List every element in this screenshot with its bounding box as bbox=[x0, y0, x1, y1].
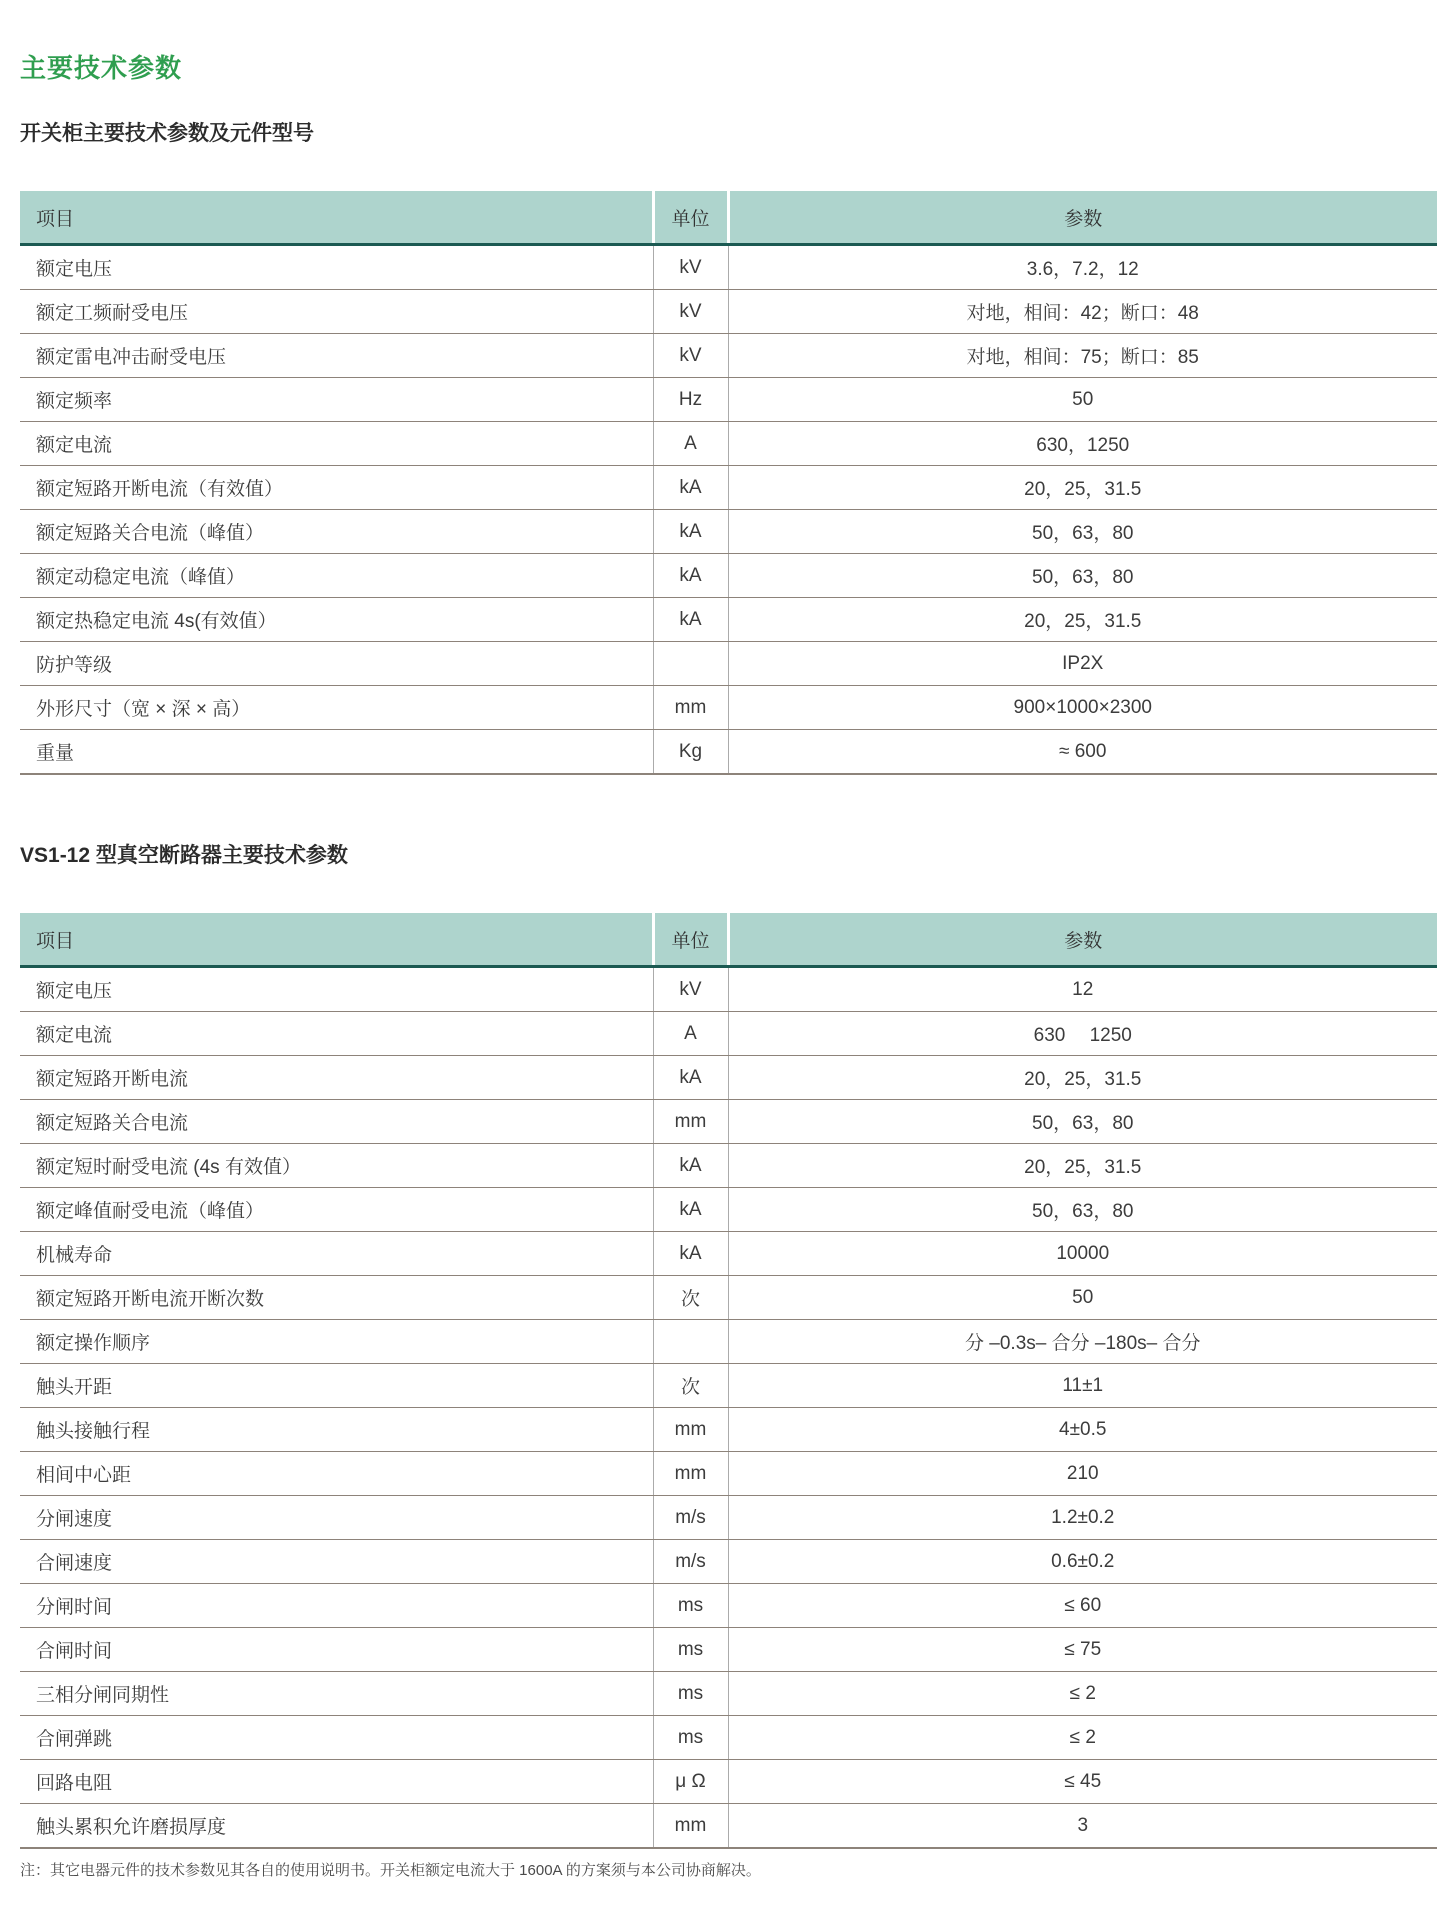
item-cell: 额定工频耐受电压 bbox=[20, 290, 653, 334]
unit-cell: kA bbox=[653, 598, 728, 642]
table-row bbox=[20, 1012, 1437, 1056]
param-cell: 3 bbox=[728, 1804, 1437, 1849]
table-row bbox=[20, 422, 1437, 466]
item-cell: 额定电压 bbox=[20, 245, 653, 290]
param-cell: 20，25，31.5 bbox=[728, 1144, 1437, 1188]
header-unit: 单位 bbox=[653, 913, 728, 967]
item-cell: 分闸速度 bbox=[20, 1496, 653, 1540]
table-body bbox=[20, 245, 1437, 775]
header-param: 参数 bbox=[728, 913, 1437, 967]
item-cell: 额定电流 bbox=[20, 422, 653, 466]
unit-cell: mm bbox=[653, 1408, 728, 1452]
table1-subtitle: 开关柜主要技术参数及元件型号 bbox=[20, 122, 314, 145]
param-cell: 对地，相间：42；断口：48 bbox=[728, 290, 1437, 334]
table-row bbox=[20, 1320, 1437, 1364]
item-cell: 额定峰值耐受电流（峰值） bbox=[20, 1188, 653, 1232]
param-cell: ≈ 600 bbox=[728, 730, 1437, 775]
table-row bbox=[20, 378, 1437, 422]
item-cell: 额定雷电冲击耐受电压 bbox=[20, 334, 653, 378]
unit-cell: kA bbox=[653, 1144, 728, 1188]
table-row bbox=[20, 554, 1437, 598]
unit-cell: kA bbox=[653, 510, 728, 554]
table-row bbox=[20, 1804, 1437, 1849]
unit-cell: mm bbox=[653, 686, 728, 730]
item-cell: 额定短路开断电流开断次数 bbox=[20, 1276, 653, 1320]
unit-cell: kA bbox=[653, 1232, 728, 1276]
param-cell: 20，25，31.5 bbox=[728, 1056, 1437, 1100]
vacuum-breaker-params-table bbox=[20, 913, 1437, 1849]
table-row bbox=[20, 1496, 1437, 1540]
footnote: 注：其它电器元件的技术参数见其各自的使用说明书。开关柜额定电流大于 1600A 的方案须与本公司协商解决。 bbox=[20, 1862, 761, 1879]
unit-cell: kV bbox=[653, 967, 728, 1012]
unit-cell: 次 bbox=[653, 1364, 728, 1408]
table-row bbox=[20, 1056, 1437, 1100]
header-row bbox=[20, 191, 1437, 245]
param-cell: 50，63，80 bbox=[728, 510, 1437, 554]
item-cell: 合闸时间 bbox=[20, 1628, 653, 1672]
table-row bbox=[20, 1452, 1437, 1496]
table-header bbox=[20, 913, 1437, 967]
param-cell: 50，63，80 bbox=[728, 554, 1437, 598]
header-item: 项目 bbox=[20, 913, 653, 967]
unit-cell: 次 bbox=[653, 1276, 728, 1320]
param-cell: 210 bbox=[728, 1452, 1437, 1496]
item-cell: 合闸速度 bbox=[20, 1540, 653, 1584]
item-cell: 相间中心距 bbox=[20, 1452, 653, 1496]
table-row bbox=[20, 1540, 1437, 1584]
item-cell: 机械寿命 bbox=[20, 1232, 653, 1276]
item-cell: 额定频率 bbox=[20, 378, 653, 422]
table-row bbox=[20, 642, 1437, 686]
item-cell: 回路电阻 bbox=[20, 1760, 653, 1804]
item-cell: 触头接触行程 bbox=[20, 1408, 653, 1452]
table-body bbox=[20, 967, 1437, 1849]
unit-cell: A bbox=[653, 1012, 728, 1056]
item-cell: 防护等级 bbox=[20, 642, 653, 686]
switchgear-params-table bbox=[20, 191, 1437, 775]
table-row bbox=[20, 245, 1437, 290]
param-cell: 50 bbox=[728, 378, 1437, 422]
param-cell: 对地，相间：75；断口：85 bbox=[728, 334, 1437, 378]
header-unit: 单位 bbox=[653, 191, 728, 245]
table-row bbox=[20, 1716, 1437, 1760]
item-cell: 重量 bbox=[20, 730, 653, 775]
unit-cell bbox=[653, 1320, 728, 1364]
param-cell: 50，63，80 bbox=[728, 1100, 1437, 1144]
item-cell: 额定短路开断电流（有效值） bbox=[20, 466, 653, 510]
table-row bbox=[20, 466, 1437, 510]
unit-cell: kV bbox=[653, 290, 728, 334]
unit-cell: Kg bbox=[653, 730, 728, 775]
param-cell: ≤ 60 bbox=[728, 1584, 1437, 1628]
param-cell: IP2X bbox=[728, 642, 1437, 686]
table-header bbox=[20, 191, 1437, 245]
param-cell: ≤ 75 bbox=[728, 1628, 1437, 1672]
table-row bbox=[20, 1584, 1437, 1628]
param-cell: 1.2±0.2 bbox=[728, 1496, 1437, 1540]
unit-cell bbox=[653, 642, 728, 686]
table-row bbox=[20, 598, 1437, 642]
param-cell: 分 –0.3s– 合分 –180s– 合分 bbox=[728, 1320, 1437, 1364]
item-cell: 合闸弹跳 bbox=[20, 1716, 653, 1760]
item-cell: 外形尺寸（宽 × 深 × 高） bbox=[20, 686, 653, 730]
param-cell: 50，63，80 bbox=[728, 1188, 1437, 1232]
unit-cell: kA bbox=[653, 466, 728, 510]
unit-cell: mm bbox=[653, 1804, 728, 1849]
table-row bbox=[20, 1408, 1437, 1452]
unit-cell: kA bbox=[653, 1056, 728, 1100]
item-cell: 额定热稳定电流 4s(有效值） bbox=[20, 598, 653, 642]
item-cell: 额定动稳定电流（峰值） bbox=[20, 554, 653, 598]
unit-cell: Hz bbox=[653, 378, 728, 422]
item-cell: 触头开距 bbox=[20, 1364, 653, 1408]
item-cell: 触头累积允许磨损厚度 bbox=[20, 1804, 653, 1849]
unit-cell: ms bbox=[653, 1628, 728, 1672]
item-cell: 分闸时间 bbox=[20, 1584, 653, 1628]
table-row bbox=[20, 1364, 1437, 1408]
unit-cell: ms bbox=[653, 1716, 728, 1760]
param-cell: 10000 bbox=[728, 1232, 1437, 1276]
param-cell: 0.6±0.2 bbox=[728, 1540, 1437, 1584]
item-cell: 额定电压 bbox=[20, 967, 653, 1012]
unit-cell: m/s bbox=[653, 1540, 728, 1584]
param-cell: 11±1 bbox=[728, 1364, 1437, 1408]
item-cell: 额定短路关合电流 bbox=[20, 1100, 653, 1144]
param-cell: 20，25，31.5 bbox=[728, 598, 1437, 642]
unit-cell: kA bbox=[653, 554, 728, 598]
table-row bbox=[20, 1628, 1437, 1672]
param-cell: 3.6，7.2，12 bbox=[728, 245, 1437, 290]
item-cell: 额定操作顺序 bbox=[20, 1320, 653, 1364]
table-row bbox=[20, 1232, 1437, 1276]
header-param: 参数 bbox=[728, 191, 1437, 245]
param-cell: 12 bbox=[728, 967, 1437, 1012]
item-cell: 额定短时耐受电流 (4s 有效值） bbox=[20, 1144, 653, 1188]
table-row bbox=[20, 967, 1437, 1012]
item-cell: 额定电流 bbox=[20, 1012, 653, 1056]
param-cell: 50 bbox=[728, 1276, 1437, 1320]
header-row bbox=[20, 913, 1437, 967]
unit-cell: mm bbox=[653, 1100, 728, 1144]
item-cell: 三相分闸同期性 bbox=[20, 1672, 653, 1716]
table-row bbox=[20, 686, 1437, 730]
table-row bbox=[20, 1144, 1437, 1188]
param-cell: 900×1000×2300 bbox=[728, 686, 1437, 730]
item-cell: 额定短路关合电流（峰值） bbox=[20, 510, 653, 554]
param-cell: 630，1250 bbox=[728, 422, 1437, 466]
page-title: 主要技术参数 bbox=[20, 53, 183, 83]
param-cell: ≤ 45 bbox=[728, 1760, 1437, 1804]
table-row bbox=[20, 1188, 1437, 1232]
item-cell: 额定短路开断电流 bbox=[20, 1056, 653, 1100]
table-row bbox=[20, 1276, 1437, 1320]
unit-cell: ms bbox=[653, 1584, 728, 1628]
param-cell: ≤ 2 bbox=[728, 1672, 1437, 1716]
table-row bbox=[20, 1760, 1437, 1804]
table-row bbox=[20, 290, 1437, 334]
unit-cell: kV bbox=[653, 334, 728, 378]
param-cell: 630 1250 bbox=[728, 1012, 1437, 1056]
table2-subtitle: VS1-12 型真空断路器主要技术参数 bbox=[20, 844, 348, 867]
unit-cell: mm bbox=[653, 1452, 728, 1496]
unit-cell: kA bbox=[653, 1188, 728, 1232]
unit-cell: A bbox=[653, 422, 728, 466]
table-row bbox=[20, 334, 1437, 378]
table-row bbox=[20, 510, 1437, 554]
unit-cell: μ Ω bbox=[653, 1760, 728, 1804]
table-row bbox=[20, 730, 1437, 775]
param-cell: ≤ 2 bbox=[728, 1716, 1437, 1760]
table-row bbox=[20, 1672, 1437, 1716]
unit-cell: kV bbox=[653, 245, 728, 290]
param-cell: 20，25，31.5 bbox=[728, 466, 1437, 510]
unit-cell: m/s bbox=[653, 1496, 728, 1540]
table-row bbox=[20, 1100, 1437, 1144]
unit-cell: ms bbox=[653, 1672, 728, 1716]
param-cell: 4±0.5 bbox=[728, 1408, 1437, 1452]
header-item: 项目 bbox=[20, 191, 653, 245]
